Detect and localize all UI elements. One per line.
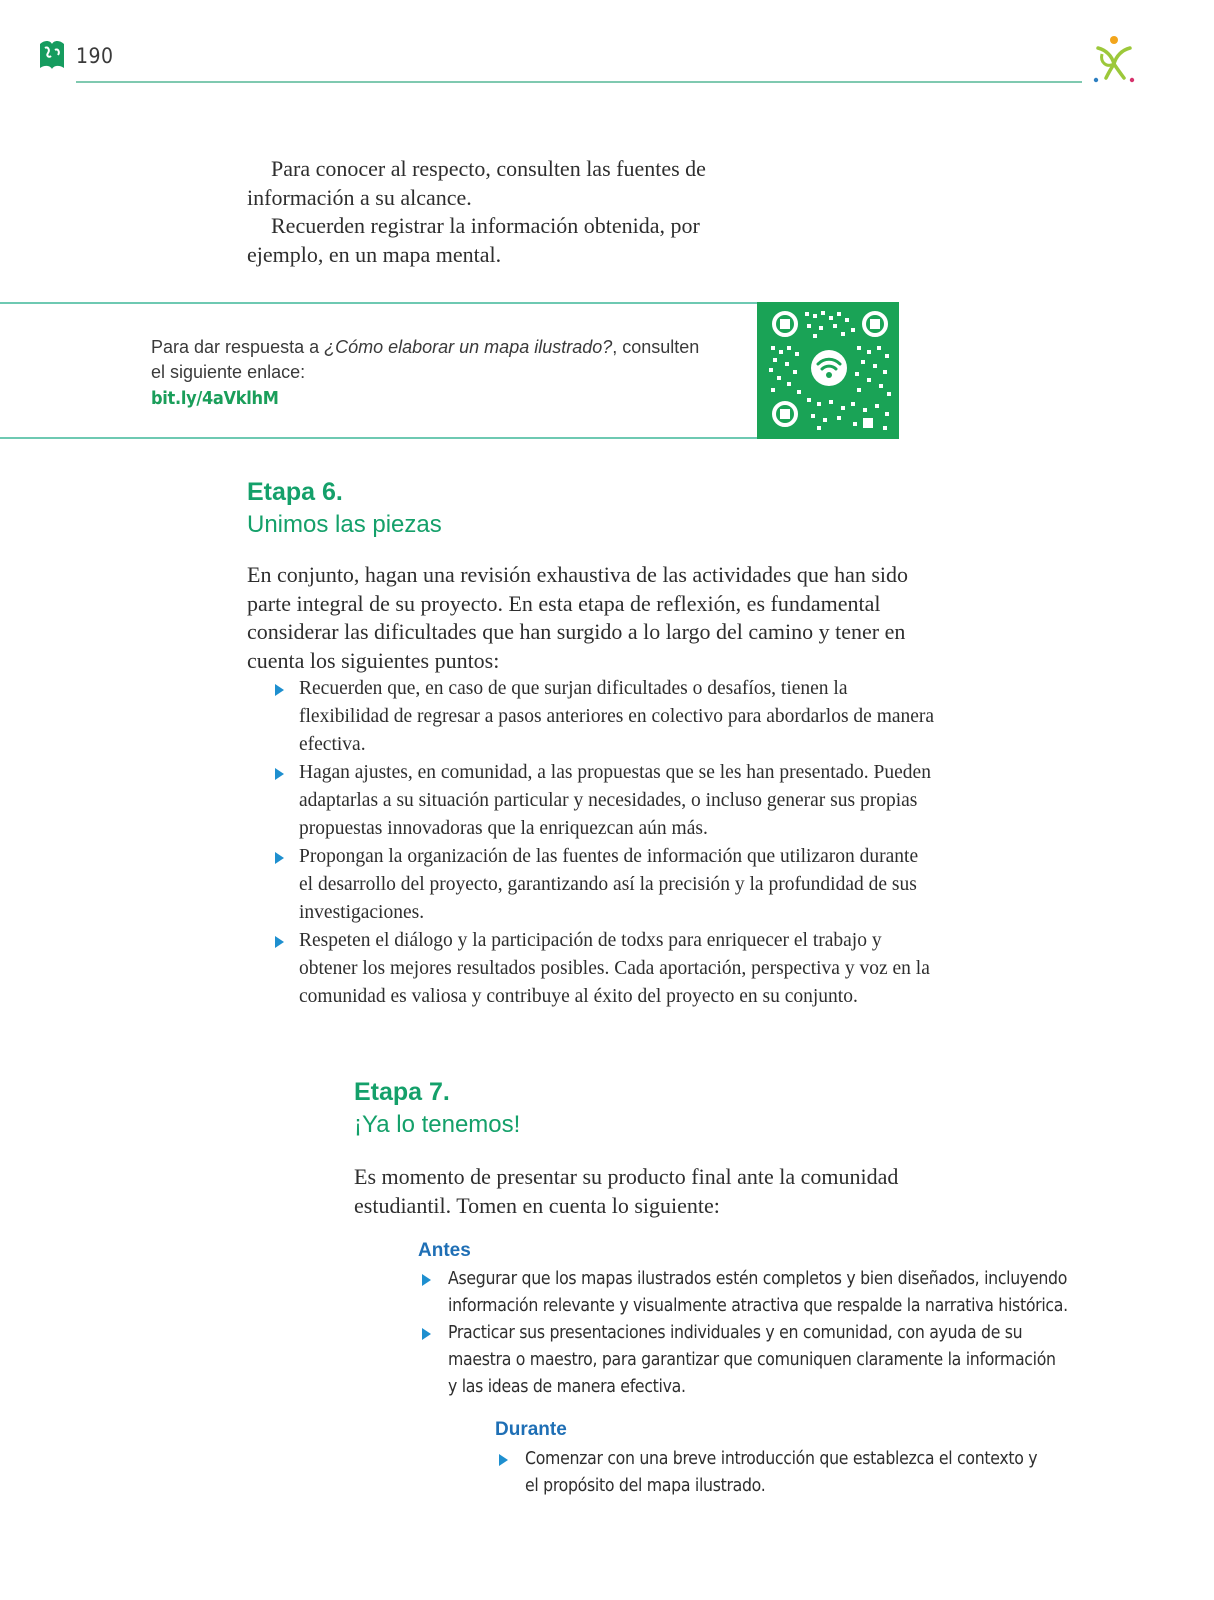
stage-7-title: Etapa 7. — [354, 1078, 450, 1106]
list-item-text: Asegurar que los mapas ilustrados estén completos y bien diseñados, incluyendo información relevante y visualmente atractiva que respalde la narrativa histórica. — [448, 1269, 1068, 1316]
list-item — [247, 927, 937, 1011]
link-box-top-rule — [0, 302, 758, 304]
list-item — [247, 759, 937, 843]
list-item-text: Comenzar con una breve introducción que establezca el contexto y el propósito del mapa ilustrado. — [525, 1449, 1038, 1496]
intro-paragraphs — [247, 155, 767, 269]
stage-7-heading — [354, 1076, 954, 1142]
qr-code-panel[interactable] — [757, 302, 899, 439]
list-item-text: Respeten el diálogo y la participación de todxs para enriquecer el trabajo y obtener los mejores resultados posibles. Cada aportación, perspectiva y voz en la comunidad es valiosa y contribuye al éxito del proyecto en su conjunto. — [299, 930, 930, 1007]
triangle-bullet-icon — [422, 1274, 431, 1286]
stage-6-heading — [247, 476, 947, 542]
durante-bullet-list — [495, 1446, 1055, 1500]
link-box-text — [151, 335, 711, 411]
list-item-text: Hagan ajustes, en comunidad, a las propuestas que se les han presentado. Pueden adaptarlas a su situación particular y necesidades, o incluso generar sus propias propuestas innovadoras que la enriquezcan aún más. — [299, 762, 931, 839]
triangle-bullet-icon — [275, 936, 284, 948]
header-divider — [76, 81, 1082, 83]
stage-6-title: Etapa 6. — [247, 478, 343, 506]
list-item — [247, 675, 937, 759]
page-number: 190 — [76, 44, 114, 68]
list-item — [495, 1446, 1055, 1500]
list-item-text: Practicar sus presentaciones individuales y en comunidad, con ayuda de su maestra o maestro, para garantizar que comuniquen claramente la información y las ideas de manera efectiva. — [448, 1323, 1056, 1397]
link-text-after: , consulten el siguiente enlace: — [151, 337, 700, 382]
triangle-bullet-icon — [499, 1454, 508, 1466]
intro-paragraph: Recuerden registrar la información obtenida, por ejemplo, en un mapa mental. — [247, 213, 700, 267]
list-item-text: Recuerden que, en caso de que surjan dificultades o desafíos, tienen la flexibilidad de regresar a pasos anteriores en colectivo para abordarlos de manera efectiva. — [299, 678, 935, 755]
antes-bullet-list — [418, 1266, 1068, 1401]
list-item — [418, 1266, 1068, 1320]
link-text-before: Para dar respuesta a — [151, 337, 325, 357]
triangle-bullet-icon — [422, 1328, 431, 1340]
list-item — [418, 1320, 1068, 1401]
intro-paragraph: Para conocer al respecto, consulten las fuentes de información a su alcance. — [247, 156, 706, 210]
stage-7-body — [354, 1163, 954, 1220]
triangle-bullet-icon — [275, 852, 284, 864]
qr-code-icon — [757, 302, 899, 439]
link-text-italic: ¿Cómo elaborar un mapa ilustrado? — [324, 337, 613, 357]
list-item-text: Propongan la organización de las fuentes de información que utilizaron durante el desarrollo del proyecto, garantizando así la precisión y la profundidad de sus investigaciones. — [299, 846, 919, 923]
durante-heading: Durante — [495, 1419, 567, 1440]
antes-heading: Antes — [418, 1240, 471, 1261]
triangle-bullet-icon — [275, 684, 284, 696]
stage-7-paragraph: Es momento de presentar su producto final ante la comunidad estudiantil. Tomen en cuenta lo siguiente: — [354, 1164, 899, 1218]
resource-link[interactable]: bit.ly/4aVklhM — [151, 388, 279, 409]
stage-6-body — [247, 561, 927, 675]
link-box-bottom-rule — [0, 437, 758, 439]
stage-6-paragraph: En conjunto, hagan una revisión exhaustiva de las actividades que han sido parte integral de su proyecto. En esta etapa de reflexión, es fundamental considerar las dificultades que han surgido a lo largo del camino y tener en cuenta los siguientes puntos: — [247, 562, 909, 673]
book-series-logo-icon — [36, 38, 68, 74]
triangle-bullet-icon — [275, 768, 284, 780]
list-item — [247, 843, 937, 927]
stage-6-subtitle: Unimos las piezas — [247, 511, 442, 538]
stage-6-bullet-list — [247, 675, 937, 1011]
person-figure-logo-icon — [1088, 34, 1140, 86]
stage-7-subtitle: ¡Ya lo tenemos! — [354, 1111, 521, 1138]
